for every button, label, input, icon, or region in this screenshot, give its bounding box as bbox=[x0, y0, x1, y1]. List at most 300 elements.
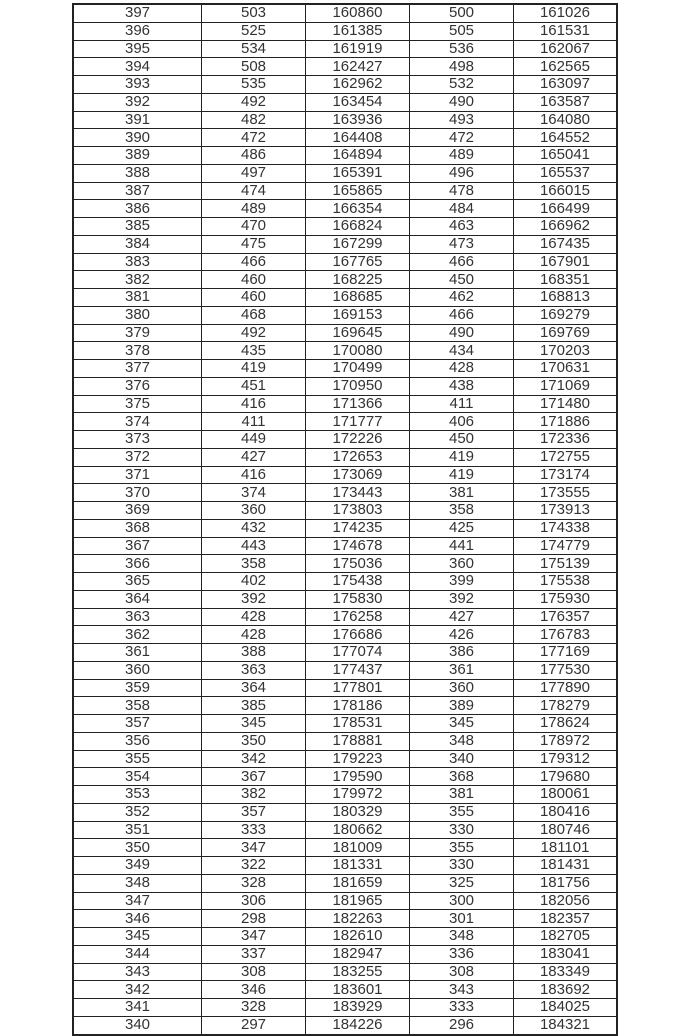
score-cell: 373 bbox=[73, 431, 202, 449]
table-row bbox=[73, 519, 617, 537]
score-cell: 348 bbox=[73, 874, 202, 892]
score-cell: 361 bbox=[73, 644, 202, 662]
count-a-cell: 347 bbox=[202, 839, 306, 857]
cumulative-a-cell: 182610 bbox=[306, 928, 410, 946]
score-cell: 368 bbox=[73, 519, 202, 537]
count-b-cell: 368 bbox=[410, 768, 514, 786]
cumulative-a-cell: 170080 bbox=[306, 342, 410, 360]
cumulative-a-cell: 177074 bbox=[306, 644, 410, 662]
count-b-cell: 484 bbox=[410, 200, 514, 218]
cumulative-b-cell: 178972 bbox=[514, 732, 618, 750]
count-a-cell: 525 bbox=[202, 22, 306, 40]
count-b-cell: 478 bbox=[410, 182, 514, 200]
cumulative-b-cell: 161026 bbox=[514, 4, 618, 22]
cumulative-a-cell: 179223 bbox=[306, 750, 410, 768]
score-table-body bbox=[73, 4, 617, 1035]
table-row bbox=[73, 573, 617, 591]
count-b-cell: 441 bbox=[410, 537, 514, 555]
count-b-cell: 361 bbox=[410, 661, 514, 679]
score-cell: 396 bbox=[73, 22, 202, 40]
count-b-cell: 389 bbox=[410, 697, 514, 715]
count-a-cell: 363 bbox=[202, 661, 306, 679]
count-a-cell: 346 bbox=[202, 981, 306, 999]
cumulative-b-cell: 172336 bbox=[514, 431, 618, 449]
cumulative-b-cell: 180746 bbox=[514, 821, 618, 839]
score-cell: 346 bbox=[73, 910, 202, 928]
count-a-cell: 347 bbox=[202, 928, 306, 946]
score-cell: 381 bbox=[73, 289, 202, 307]
cumulative-a-cell: 176258 bbox=[306, 608, 410, 626]
cumulative-b-cell: 171886 bbox=[514, 413, 618, 431]
count-a-cell: 470 bbox=[202, 218, 306, 236]
count-a-cell: 367 bbox=[202, 768, 306, 786]
cumulative-b-cell: 163587 bbox=[514, 93, 618, 111]
count-a-cell: 388 bbox=[202, 644, 306, 662]
cumulative-b-cell: 179312 bbox=[514, 750, 618, 768]
score-cell: 384 bbox=[73, 235, 202, 253]
table-row bbox=[73, 271, 617, 289]
score-cell: 343 bbox=[73, 963, 202, 981]
count-b-cell: 425 bbox=[410, 519, 514, 537]
cumulative-b-cell: 171069 bbox=[514, 377, 618, 395]
table-row bbox=[73, 697, 617, 715]
cumulative-a-cell: 162962 bbox=[306, 76, 410, 94]
cumulative-a-cell: 167299 bbox=[306, 235, 410, 253]
count-b-cell: 498 bbox=[410, 58, 514, 76]
count-a-cell: 428 bbox=[202, 626, 306, 644]
cumulative-b-cell: 181431 bbox=[514, 857, 618, 875]
score-cell: 374 bbox=[73, 413, 202, 431]
table-row bbox=[73, 945, 617, 963]
count-b-cell: 340 bbox=[410, 750, 514, 768]
score-cell: 369 bbox=[73, 502, 202, 520]
cumulative-b-cell: 177890 bbox=[514, 679, 618, 697]
cumulative-b-cell: 182705 bbox=[514, 928, 618, 946]
count-a-cell: 306 bbox=[202, 892, 306, 910]
cumulative-a-cell: 174678 bbox=[306, 537, 410, 555]
cumulative-a-cell: 178881 bbox=[306, 732, 410, 750]
count-a-cell: 432 bbox=[202, 519, 306, 537]
table-row bbox=[73, 555, 617, 573]
table-row bbox=[73, 466, 617, 484]
cumulative-b-cell: 175139 bbox=[514, 555, 618, 573]
table-row bbox=[73, 857, 617, 875]
count-a-cell: 472 bbox=[202, 129, 306, 147]
count-a-cell: 328 bbox=[202, 999, 306, 1017]
score-cell: 360 bbox=[73, 661, 202, 679]
table-row bbox=[73, 413, 617, 431]
count-b-cell: 472 bbox=[410, 129, 514, 147]
cumulative-a-cell: 180662 bbox=[306, 821, 410, 839]
score-cell: 379 bbox=[73, 324, 202, 342]
cumulative-a-cell: 175438 bbox=[306, 573, 410, 591]
cumulative-a-cell: 175036 bbox=[306, 555, 410, 573]
count-b-cell: 505 bbox=[410, 22, 514, 40]
score-cell: 365 bbox=[73, 573, 202, 591]
count-b-cell: 358 bbox=[410, 502, 514, 520]
count-a-cell: 416 bbox=[202, 395, 306, 413]
count-b-cell: 355 bbox=[410, 839, 514, 857]
count-a-cell: 297 bbox=[202, 1016, 306, 1034]
cumulative-a-cell: 169153 bbox=[306, 306, 410, 324]
cumulative-b-cell: 177169 bbox=[514, 644, 618, 662]
cumulative-b-cell: 184321 bbox=[514, 1016, 618, 1034]
count-b-cell: 336 bbox=[410, 945, 514, 963]
score-cell: 342 bbox=[73, 981, 202, 999]
table-row bbox=[73, 786, 617, 804]
cumulative-a-cell: 171366 bbox=[306, 395, 410, 413]
score-cell: 350 bbox=[73, 839, 202, 857]
count-a-cell: 435 bbox=[202, 342, 306, 360]
score-cell: 375 bbox=[73, 395, 202, 413]
count-b-cell: 489 bbox=[410, 147, 514, 165]
table-row bbox=[73, 218, 617, 236]
cumulative-b-cell: 183692 bbox=[514, 981, 618, 999]
score-cell: 362 bbox=[73, 626, 202, 644]
score-cell: 351 bbox=[73, 821, 202, 839]
table-row bbox=[73, 93, 617, 111]
count-b-cell: 360 bbox=[410, 555, 514, 573]
count-a-cell: 358 bbox=[202, 555, 306, 573]
count-b-cell: 419 bbox=[410, 448, 514, 466]
cumulative-b-cell: 176783 bbox=[514, 626, 618, 644]
count-b-cell: 333 bbox=[410, 999, 514, 1017]
cumulative-a-cell: 181009 bbox=[306, 839, 410, 857]
count-b-cell: 419 bbox=[410, 466, 514, 484]
count-b-cell: 301 bbox=[410, 910, 514, 928]
cumulative-a-cell: 164894 bbox=[306, 147, 410, 165]
table-row bbox=[73, 164, 617, 182]
table-row bbox=[73, 306, 617, 324]
count-a-cell: 449 bbox=[202, 431, 306, 449]
count-a-cell: 357 bbox=[202, 803, 306, 821]
cumulative-b-cell: 167435 bbox=[514, 235, 618, 253]
count-a-cell: 402 bbox=[202, 573, 306, 591]
count-a-cell: 427 bbox=[202, 448, 306, 466]
table-row bbox=[73, 679, 617, 697]
score-cell: 367 bbox=[73, 537, 202, 555]
table-row bbox=[73, 40, 617, 58]
table-row bbox=[73, 253, 617, 271]
cumulative-b-cell: 168813 bbox=[514, 289, 618, 307]
score-cell: 370 bbox=[73, 484, 202, 502]
cumulative-a-cell: 177437 bbox=[306, 661, 410, 679]
cumulative-b-cell: 163097 bbox=[514, 76, 618, 94]
table-row bbox=[73, 981, 617, 999]
table-row bbox=[73, 147, 617, 165]
cumulative-a-cell: 162427 bbox=[306, 58, 410, 76]
table-row bbox=[73, 182, 617, 200]
cumulative-a-cell: 167765 bbox=[306, 253, 410, 271]
cumulative-a-cell: 180329 bbox=[306, 803, 410, 821]
cumulative-a-cell: 168685 bbox=[306, 289, 410, 307]
cumulative-b-cell: 182357 bbox=[514, 910, 618, 928]
count-b-cell: 473 bbox=[410, 235, 514, 253]
score-cell: 388 bbox=[73, 164, 202, 182]
table-row bbox=[73, 821, 617, 839]
count-a-cell: 460 bbox=[202, 289, 306, 307]
cumulative-b-cell: 172755 bbox=[514, 448, 618, 466]
cumulative-a-cell: 166354 bbox=[306, 200, 410, 218]
cumulative-b-cell: 180061 bbox=[514, 786, 618, 804]
table-row bbox=[73, 644, 617, 662]
cumulative-a-cell: 166824 bbox=[306, 218, 410, 236]
score-cell: 347 bbox=[73, 892, 202, 910]
table-row bbox=[73, 4, 617, 22]
score-cell: 356 bbox=[73, 732, 202, 750]
cumulative-a-cell: 173443 bbox=[306, 484, 410, 502]
cumulative-b-cell: 165537 bbox=[514, 164, 618, 182]
score-cell: 345 bbox=[73, 928, 202, 946]
cumulative-b-cell: 180416 bbox=[514, 803, 618, 821]
table-row bbox=[73, 484, 617, 502]
table-row bbox=[73, 661, 617, 679]
cumulative-b-cell: 178624 bbox=[514, 715, 618, 733]
cumulative-b-cell: 174779 bbox=[514, 537, 618, 555]
count-a-cell: 466 bbox=[202, 253, 306, 271]
table-row bbox=[73, 1016, 617, 1034]
count-a-cell: 298 bbox=[202, 910, 306, 928]
table-row bbox=[73, 839, 617, 857]
cumulative-a-cell: 182947 bbox=[306, 945, 410, 963]
count-b-cell: 348 bbox=[410, 732, 514, 750]
cumulative-b-cell: 162067 bbox=[514, 40, 618, 58]
score-cell: 380 bbox=[73, 306, 202, 324]
cumulative-a-cell: 170499 bbox=[306, 360, 410, 378]
cumulative-b-cell: 178279 bbox=[514, 697, 618, 715]
cumulative-b-cell: 179680 bbox=[514, 768, 618, 786]
score-cell: 357 bbox=[73, 715, 202, 733]
score-cell: 376 bbox=[73, 377, 202, 395]
count-a-cell: 468 bbox=[202, 306, 306, 324]
count-b-cell: 381 bbox=[410, 484, 514, 502]
count-a-cell: 451 bbox=[202, 377, 306, 395]
score-cell: 377 bbox=[73, 360, 202, 378]
count-a-cell: 428 bbox=[202, 608, 306, 626]
score-cell: 354 bbox=[73, 768, 202, 786]
count-b-cell: 411 bbox=[410, 395, 514, 413]
count-b-cell: 343 bbox=[410, 981, 514, 999]
table-row bbox=[73, 342, 617, 360]
cumulative-b-cell: 173174 bbox=[514, 466, 618, 484]
count-b-cell: 532 bbox=[410, 76, 514, 94]
table-row bbox=[73, 874, 617, 892]
table-row bbox=[73, 732, 617, 750]
table-row bbox=[73, 892, 617, 910]
cumulative-b-cell: 169769 bbox=[514, 324, 618, 342]
count-a-cell: 443 bbox=[202, 537, 306, 555]
count-b-cell: 355 bbox=[410, 803, 514, 821]
count-a-cell: 411 bbox=[202, 413, 306, 431]
count-b-cell: 308 bbox=[410, 963, 514, 981]
score-cell: 363 bbox=[73, 608, 202, 626]
table-row bbox=[73, 200, 617, 218]
table-row bbox=[73, 626, 617, 644]
cumulative-a-cell: 173803 bbox=[306, 502, 410, 520]
count-b-cell: 427 bbox=[410, 608, 514, 626]
score-cell: 340 bbox=[73, 1016, 202, 1034]
cumulative-b-cell: 166015 bbox=[514, 182, 618, 200]
cumulative-a-cell: 177801 bbox=[306, 679, 410, 697]
cumulative-a-cell: 184226 bbox=[306, 1016, 410, 1034]
cumulative-a-cell: 183255 bbox=[306, 963, 410, 981]
cumulative-a-cell: 179590 bbox=[306, 768, 410, 786]
table-row bbox=[73, 22, 617, 40]
count-b-cell: 438 bbox=[410, 377, 514, 395]
count-a-cell: 508 bbox=[202, 58, 306, 76]
count-b-cell: 450 bbox=[410, 271, 514, 289]
count-a-cell: 328 bbox=[202, 874, 306, 892]
score-table bbox=[72, 3, 618, 1036]
count-a-cell: 385 bbox=[202, 697, 306, 715]
count-a-cell: 486 bbox=[202, 147, 306, 165]
cumulative-a-cell: 173069 bbox=[306, 466, 410, 484]
cumulative-a-cell: 165865 bbox=[306, 182, 410, 200]
score-cell: 391 bbox=[73, 111, 202, 129]
cumulative-a-cell: 178186 bbox=[306, 697, 410, 715]
count-b-cell: 496 bbox=[410, 164, 514, 182]
count-b-cell: 490 bbox=[410, 93, 514, 111]
count-a-cell: 342 bbox=[202, 750, 306, 768]
table-row bbox=[73, 377, 617, 395]
score-cell: 371 bbox=[73, 466, 202, 484]
cumulative-b-cell: 183349 bbox=[514, 963, 618, 981]
table-row bbox=[73, 999, 617, 1017]
table-row bbox=[73, 360, 617, 378]
cumulative-b-cell: 176357 bbox=[514, 608, 618, 626]
table-row bbox=[73, 715, 617, 733]
count-a-cell: 534 bbox=[202, 40, 306, 58]
table-row bbox=[73, 431, 617, 449]
cumulative-b-cell: 170631 bbox=[514, 360, 618, 378]
cumulative-b-cell: 164080 bbox=[514, 111, 618, 129]
count-b-cell: 466 bbox=[410, 253, 514, 271]
table-row bbox=[73, 537, 617, 555]
cumulative-b-cell: 164552 bbox=[514, 129, 618, 147]
cumulative-a-cell: 161919 bbox=[306, 40, 410, 58]
score-cell: 378 bbox=[73, 342, 202, 360]
cumulative-b-cell: 170203 bbox=[514, 342, 618, 360]
table-row bbox=[73, 448, 617, 466]
count-a-cell: 374 bbox=[202, 484, 306, 502]
cumulative-b-cell: 173555 bbox=[514, 484, 618, 502]
score-cell: 358 bbox=[73, 697, 202, 715]
cumulative-a-cell: 179972 bbox=[306, 786, 410, 804]
score-cell: 349 bbox=[73, 857, 202, 875]
cumulative-b-cell: 177530 bbox=[514, 661, 618, 679]
table-row bbox=[73, 235, 617, 253]
cumulative-b-cell: 166962 bbox=[514, 218, 618, 236]
cumulative-a-cell: 169645 bbox=[306, 324, 410, 342]
cumulative-a-cell: 163936 bbox=[306, 111, 410, 129]
count-a-cell: 474 bbox=[202, 182, 306, 200]
cumulative-a-cell: 165391 bbox=[306, 164, 410, 182]
cumulative-b-cell: 166499 bbox=[514, 200, 618, 218]
count-a-cell: 497 bbox=[202, 164, 306, 182]
cumulative-b-cell: 169279 bbox=[514, 306, 618, 324]
count-a-cell: 308 bbox=[202, 963, 306, 981]
cumulative-a-cell: 181659 bbox=[306, 874, 410, 892]
count-b-cell: 493 bbox=[410, 111, 514, 129]
score-cell: 394 bbox=[73, 58, 202, 76]
score-cell: 355 bbox=[73, 750, 202, 768]
count-a-cell: 392 bbox=[202, 590, 306, 608]
count-b-cell: 345 bbox=[410, 715, 514, 733]
count-a-cell: 460 bbox=[202, 271, 306, 289]
table-row bbox=[73, 803, 617, 821]
score-cell: 382 bbox=[73, 271, 202, 289]
cumulative-b-cell: 171480 bbox=[514, 395, 618, 413]
cumulative-b-cell: 184025 bbox=[514, 999, 618, 1017]
count-a-cell: 382 bbox=[202, 786, 306, 804]
table-row bbox=[73, 608, 617, 626]
score-cell: 390 bbox=[73, 129, 202, 147]
count-a-cell: 475 bbox=[202, 235, 306, 253]
cumulative-b-cell: 181101 bbox=[514, 839, 618, 857]
cumulative-b-cell: 175930 bbox=[514, 590, 618, 608]
count-b-cell: 300 bbox=[410, 892, 514, 910]
count-b-cell: 348 bbox=[410, 928, 514, 946]
count-a-cell: 416 bbox=[202, 466, 306, 484]
cumulative-a-cell: 182263 bbox=[306, 910, 410, 928]
cumulative-b-cell: 173913 bbox=[514, 502, 618, 520]
table-row bbox=[73, 289, 617, 307]
table-row bbox=[73, 928, 617, 946]
cumulative-a-cell: 183929 bbox=[306, 999, 410, 1017]
table-row bbox=[73, 963, 617, 981]
count-b-cell: 428 bbox=[410, 360, 514, 378]
count-a-cell: 492 bbox=[202, 93, 306, 111]
cumulative-a-cell: 161385 bbox=[306, 22, 410, 40]
score-cell: 392 bbox=[73, 93, 202, 111]
count-a-cell: 492 bbox=[202, 324, 306, 342]
score-cell: 372 bbox=[73, 448, 202, 466]
cumulative-b-cell: 167901 bbox=[514, 253, 618, 271]
count-b-cell: 426 bbox=[410, 626, 514, 644]
count-a-cell: 322 bbox=[202, 857, 306, 875]
cumulative-a-cell: 176686 bbox=[306, 626, 410, 644]
count-b-cell: 500 bbox=[410, 4, 514, 22]
cumulative-a-cell: 178531 bbox=[306, 715, 410, 733]
score-cell: 383 bbox=[73, 253, 202, 271]
cumulative-a-cell: 168225 bbox=[306, 271, 410, 289]
cumulative-b-cell: 162565 bbox=[514, 58, 618, 76]
count-b-cell: 406 bbox=[410, 413, 514, 431]
cumulative-b-cell: 175538 bbox=[514, 573, 618, 591]
cumulative-b-cell: 168351 bbox=[514, 271, 618, 289]
count-b-cell: 381 bbox=[410, 786, 514, 804]
cumulative-a-cell: 183601 bbox=[306, 981, 410, 999]
table-row bbox=[73, 910, 617, 928]
count-b-cell: 450 bbox=[410, 431, 514, 449]
table-row bbox=[73, 395, 617, 413]
count-a-cell: 333 bbox=[202, 821, 306, 839]
score-cell: 385 bbox=[73, 218, 202, 236]
count-a-cell: 482 bbox=[202, 111, 306, 129]
table-row bbox=[73, 111, 617, 129]
score-cell: 364 bbox=[73, 590, 202, 608]
cumulative-a-cell: 174235 bbox=[306, 519, 410, 537]
table-row bbox=[73, 76, 617, 94]
count-a-cell: 350 bbox=[202, 732, 306, 750]
count-b-cell: 466 bbox=[410, 306, 514, 324]
table-row bbox=[73, 58, 617, 76]
count-a-cell: 345 bbox=[202, 715, 306, 733]
count-a-cell: 489 bbox=[202, 200, 306, 218]
cumulative-a-cell: 160860 bbox=[306, 4, 410, 22]
cumulative-b-cell: 174338 bbox=[514, 519, 618, 537]
score-cell: 366 bbox=[73, 555, 202, 573]
